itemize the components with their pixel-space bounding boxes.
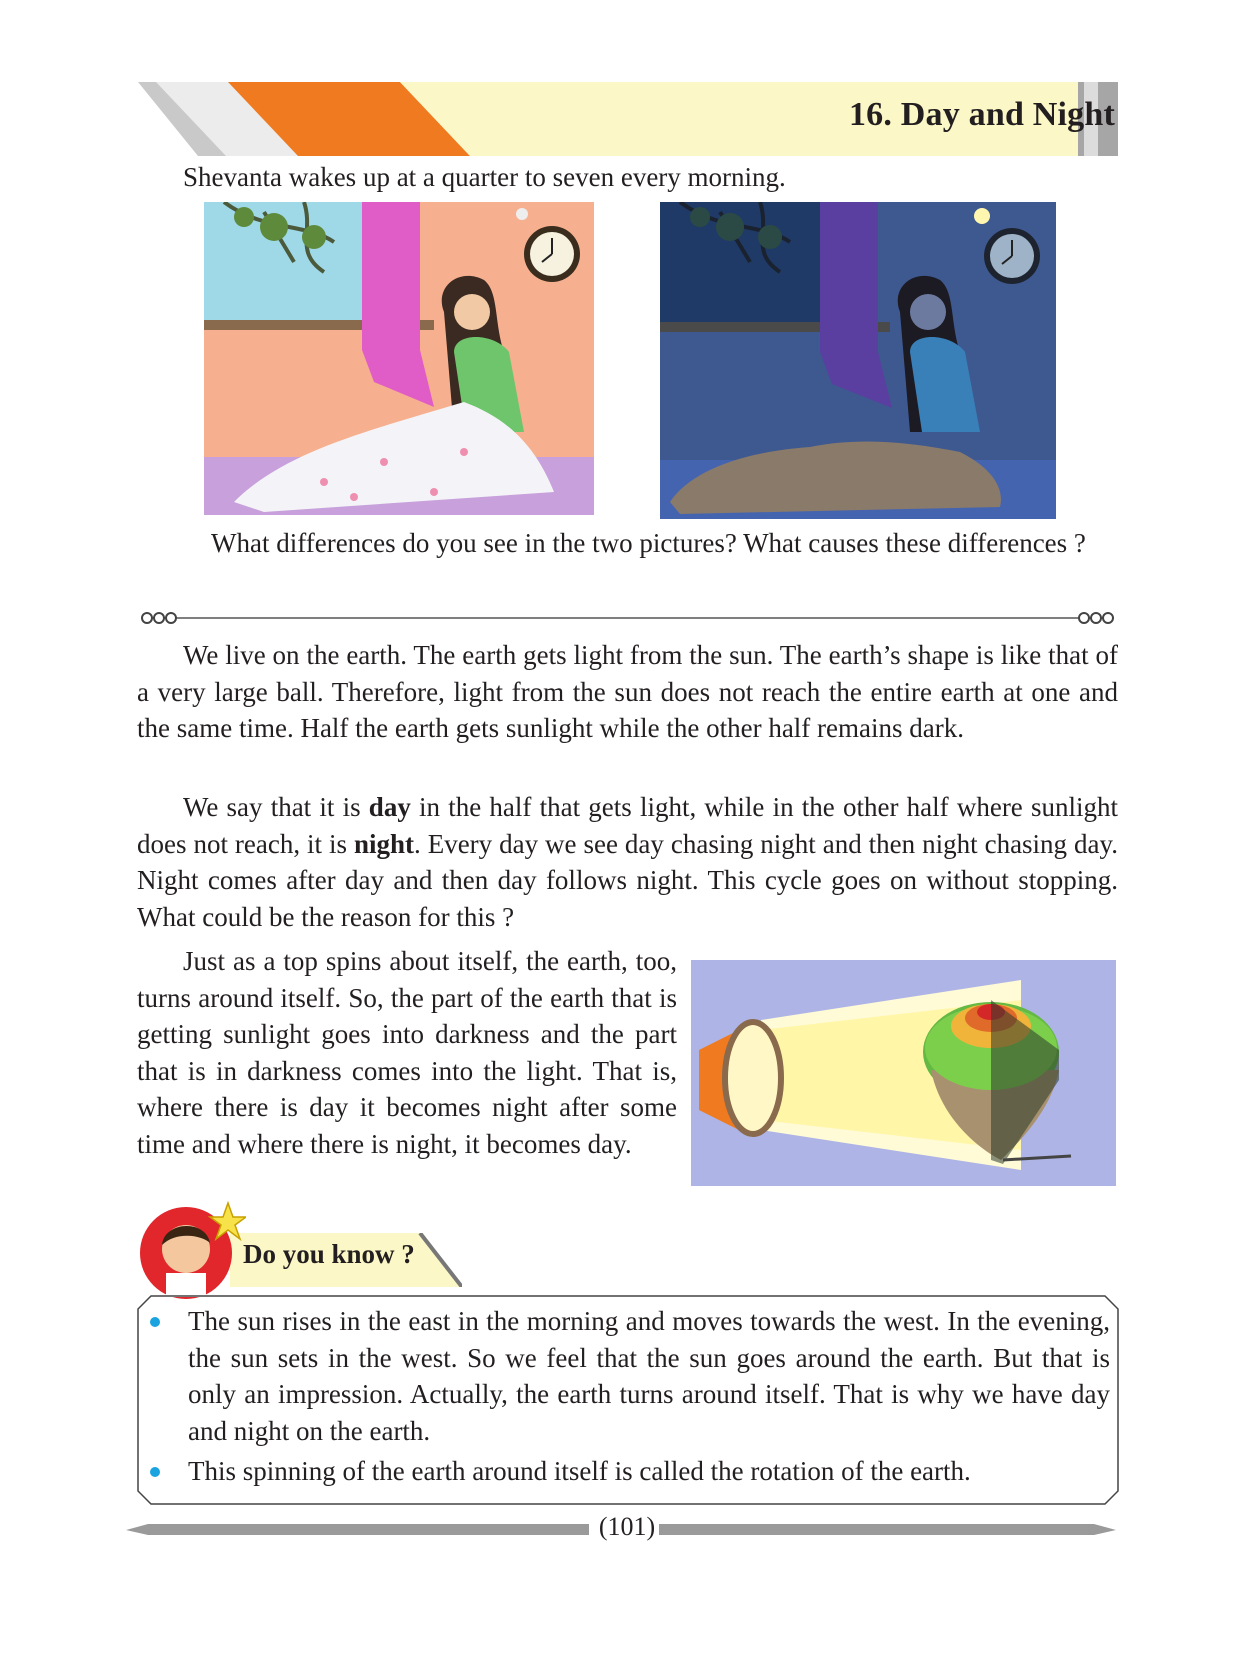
term-night: night	[353, 828, 414, 859]
paragraph-top-spin: Just as a top spins about itself, the earth, too, turns around itself. So, the part of the earth that is getting sunlight goes into darkness and the part that is in darkness comes into the light. That is, where there is day it becomes night after some time and where there is night, it becomes day.	[137, 946, 677, 1159]
boy-thinking-icon	[136, 1201, 246, 1301]
list-item: The sun rises in the east in the morning and moves towards the west. In the evening, the sun sets in the west. So we feel that the sun goes around the earth. But that is only an impression. Actually, the earth turns around itself. That is why we have day and night on the earth.	[150, 1303, 1110, 1449]
do-you-know-list	[150, 1303, 1110, 1494]
term-day: day	[368, 792, 411, 822]
do-you-know-label: Do you know ?	[243, 1239, 415, 1269]
chapter-title: 16. Day and Night	[848, 96, 1115, 133]
morning-bedroom-illustration	[204, 202, 594, 515]
bullet-icon	[150, 1467, 160, 1477]
question-text: What differences do you see in the two pictures? What causes these differences ?	[211, 528, 1086, 558]
page-number: (101)	[598, 1512, 656, 1541]
paragraph-day-night: We say that it is day in the half that gets light, while in the other half where sunlight does not reach, it is night. Every day we see day chasing night and then night chasing day. Night comes after day and then day follows night. This cycle goes on without stopping. What could be the reason for this ?	[137, 792, 1119, 932]
section-divider	[137, 611, 1118, 625]
spinning-top-torch-illustration	[691, 960, 1116, 1186]
bullet-icon	[150, 1317, 160, 1327]
intro-text: Shevanta wakes up at a quarter to seven every morning.	[183, 162, 786, 192]
list-item: This spinning of the earth around itself is called the rotation of the earth.	[150, 1453, 1110, 1490]
night-bedroom-illustration	[660, 202, 1056, 519]
paragraph-earth-light: We live on the earth. The earth gets light from the sun. The earth’s shape is like that of a very large ball. Therefore, light from the sun does not reach the entire earth at one and the same time. Half the earth gets sunlight while the other half remains dark.	[137, 640, 1118, 743]
